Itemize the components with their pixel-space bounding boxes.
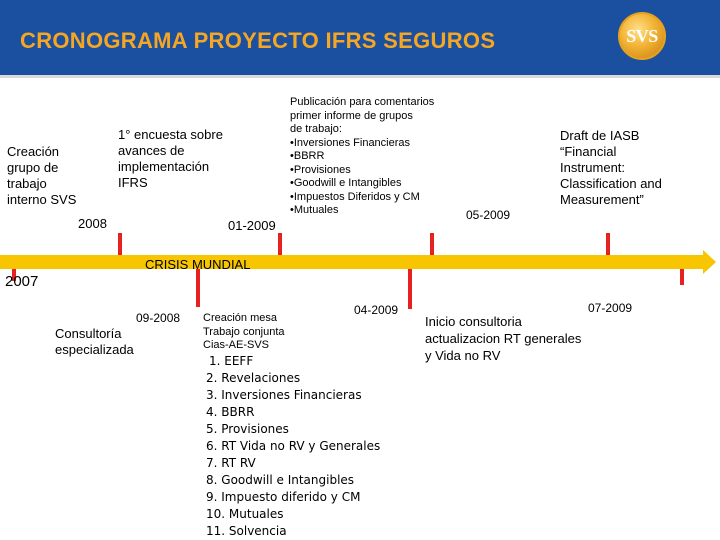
tick-09-2008	[196, 269, 200, 307]
encuesta-text: 1° encuesta sobre avances de implementación IFRS	[118, 127, 223, 190]
date-04-2009: 04-2009	[354, 303, 399, 317]
year-2008: 2008	[78, 216, 107, 231]
mesa-items-list	[206, 353, 380, 540]
list-item: 8. Goodwill e Intangibles	[206, 473, 355, 487]
date-07-2009: 07-2009	[588, 301, 633, 315]
year-2007: 2007	[5, 273, 39, 290]
consultoria-text: Consultoría especializada	[55, 326, 134, 357]
list-item: 9. Impuesto diferido y CM	[206, 490, 361, 504]
crisis-mundial-label: CRISIS MUNDIAL	[145, 257, 251, 272]
list-item: 7. RT RV	[206, 456, 256, 470]
page-title: CRONOGRAMA PROYECTO IFRS SEGUROS	[20, 28, 496, 53]
publicacion-text: Publicación para comentarios primer informe de grupos de trabajo: •Inversiones Financieras •BBRR •Provisiones •Goodwill e Intangibles •Impuestos Diferidos y CM •Mutuales	[290, 96, 435, 216]
tick-07-2009	[680, 269, 684, 285]
inicio-consultoria-text: Inicio consultoria actualizacion RT generales y Vida no RV	[425, 314, 582, 363]
svs-logo-text: SVS	[626, 26, 658, 46]
list-item: 2. Revelaciones	[206, 371, 301, 385]
svs-logo	[618, 12, 666, 60]
date-05-2009: 05-2009	[466, 208, 511, 222]
list-item: 6. RT Vida no RV y Generales	[206, 439, 381, 453]
tick-01-2009	[278, 233, 282, 255]
tick-05-2009	[430, 233, 434, 255]
list-item: 10. Mutuales	[206, 507, 284, 521]
list-item: 1. EEFF	[209, 354, 254, 368]
list-item: 5. Provisiones	[206, 422, 289, 436]
list-item: 3. Inversiones Financieras	[206, 388, 362, 402]
header-divider	[0, 75, 720, 78]
title-banner	[0, 0, 720, 75]
draft-iasb-text: Draft de IASB “Financial Instrument: Classification and Measurement”	[560, 128, 662, 207]
timeline-arrow-icon	[703, 250, 716, 274]
date-09-2008: 09-2008	[136, 311, 181, 325]
list-item: 4. BBRR	[206, 405, 255, 419]
timeline-bar	[0, 255, 706, 269]
creacion-grupo-text: Creación grupo de trabajo interno SVS	[7, 144, 77, 207]
list-item: 11. Solvencia	[206, 524, 287, 538]
date-01-2009: 01-2009	[228, 218, 276, 233]
tick-draft	[606, 233, 610, 255]
tick-2008	[118, 233, 122, 255]
creacion-mesa-text: Creación mesa Trabajo conjunta Cias-AE-SVS	[203, 312, 285, 351]
tick-04-2009	[408, 269, 412, 309]
